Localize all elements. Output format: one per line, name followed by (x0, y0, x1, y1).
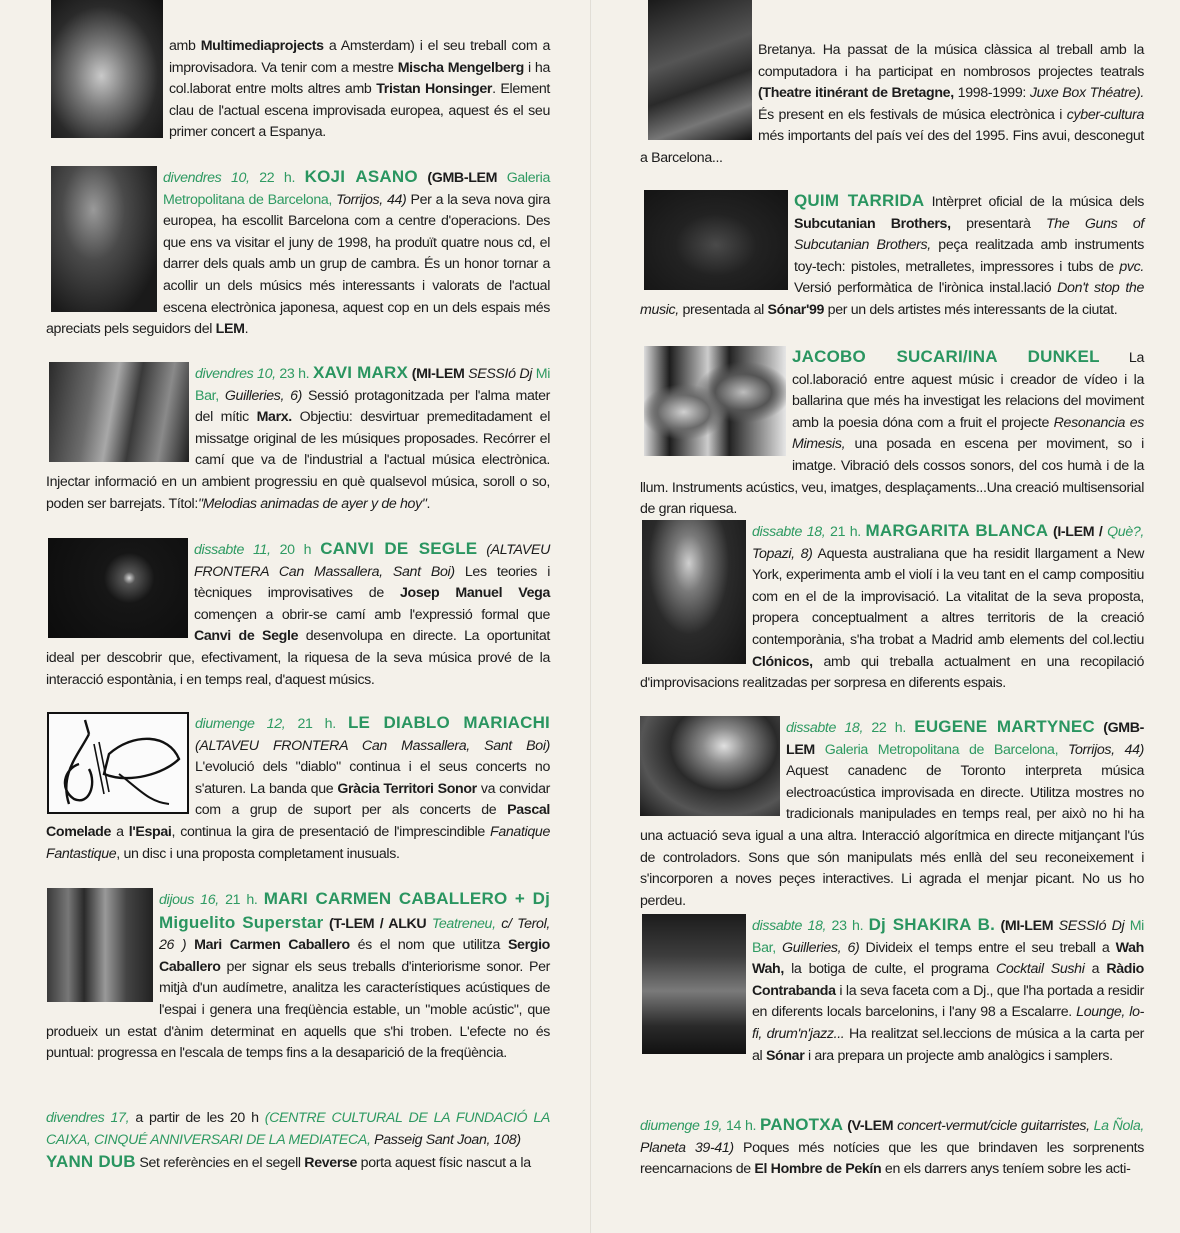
event-mari-carmen-caballero (46, 888, 550, 1065)
jacobo-sucari-ina-dunkel-photo (644, 346, 786, 456)
diablo-mariachi-text: diumenge 12, 21 h. LE DIABLO MARIACHI (ALTAVEU FRONTERA Can Massallera, Sant Boi) L'evolució dels "diablo" continua i el seus concerts no s'aturen. La banda que Gràcia Territori Sonor va convidar com a grup de suport per als concerts de Pascal Comelade a l'Espai, continua la gira de presentació de l'imprescindible Fanatique Fantastique, un disc i una proposta completament inusuals. (46, 713, 551, 862)
yann-dub-continued-text: Bretanya. Ha passat de la música clàssica al treball amb la computadora i ha participat en nombrosos projectes teatrals (Theatre itinérant de Bretagne, 1998-1999: Juxe Box Théatre). És present en els festivals de música electrònica i cyber-cultura més importants del país veí des del 1995. Fins avui, desconegut a Barcelona... (640, 42, 1144, 166)
quim-tarrida-photo (644, 190, 788, 290)
event-title: JACOBO SUCARI/INA DUNKEL (792, 347, 1100, 366)
jacobo-sucari-text: JACOBO SUCARI/INA DUNKEL La col.laboració entre aquest músic i creador de vídeo i la ballarina que més ha investigat les relacions del moviment amb la poesia dóna com a fruit el projecte Resonancia es Mimesis, una posada en escena per moviment, so i imatge. Vibració dels cossos sonors, del cos humà i de la llum. Instruments acústics, veu, imatges, desplaçaments...Una creació multisensorial de gran riquesa. (640, 347, 1144, 518)
intro-text: amb Multimediaprojects a Amsterdam) i el seu treball com a improvisadora. Va tenir com a mestre Mischa Mengelberg i ha col.laborat entre molts altres amb Tristan Honsinger. Element clau de l'actual escena improvisada europea, aquest és el seu primer concert a Espanya. (169, 38, 550, 141)
diablo-mariachi-drawing (47, 712, 189, 814)
yann-dub-continued (640, 0, 1144, 170)
event-koji-asano (46, 166, 550, 341)
canvi-de-segle-text: dissabte 11, 20 h CANVI DE SEGLE (ALTAVEU FRONTERA Can Massallera, Sant Boi) Les teories i tècniques improvisatives de Josep Manuel Vega començen a obrir-se camí amb l'expressió formal que Canvi de Segle desenvolupa en directe. La oportunitat ideal per descobrir que, efectivament, la riquesa de la seva música prové de la interacció espontània, i en temps real, d'aquest músics. (46, 539, 551, 688)
xavi-marx-photo (49, 362, 189, 462)
event-xavi-marx (46, 362, 550, 515)
eugene-martynec-photo (640, 716, 780, 816)
event-canvi-de-segle (46, 538, 550, 691)
event-dj-shakira-b (640, 914, 1144, 1067)
event-title: EUGENE MARTYNEC (914, 717, 1095, 736)
event-title: CANVI DE SEGLE (320, 539, 478, 558)
guitar-sombrero-sketch (49, 714, 187, 812)
event-margarita-blanca (640, 520, 1144, 695)
event-quim-tarrida (640, 190, 1144, 322)
event-title: MARI CARMEN CABALLERO + Dj Miguelito Superstar (159, 889, 550, 932)
yann-dub-text: divendres 17, a partir de les 20 h (CENTRE CULTURAL DE LA FUNDACIÓ LA CAIXA, CINQUÉ ANNIVERSARI DE LA MEDIATECA, Passeig Sant Joan, 108) YANN DUB Set referències en el segell Reverse porta aquest físic nascut a la (46, 1110, 550, 1172)
event-title: LE DIABLO MARIACHI (347, 713, 550, 732)
event-jacobo-sucari (640, 346, 1144, 521)
intro-entry (46, 0, 550, 144)
event-title: KOJI ASANO (304, 167, 418, 186)
dj-shakira-text: dissabte 18, 23 h. Dj SHAKIRA B. (MI-LEM SESSIó Dj Mi Bar, Guilleries, 6) Divideix el temps entre el seu treball a Wah Wah, la botiga de culte, el programa Cocktail Sushi a Ràdio Contrabanda i la seva faceta com a Dj., que l'ha portada a residir en diferents locals barcelonins, i l'any 98 a Escalarre. Lounge, lo-fi, drum'n'jazz... Ha realitzat sel.leccions de música a la carta per al Sónar i ara prepara un projecte amb analògics i samplers. (752, 915, 1144, 1064)
page-fold (590, 0, 592, 1233)
event-yann-dub (46, 1108, 550, 1175)
panotxa-text: diumenge 19, 14 h. PANOTXA (V-LEM concert-vermut/cicle guitarristes, La Ñola, Planeta 39-41) Poques més notícies que les que brindaven les sorprenents reencarnacions de El Hombre de Pekín en els darrers anys teníem sobre les acti- (640, 1115, 1145, 1178)
event-title: XAVI MARX (312, 363, 409, 382)
event-title: YANN DUB (46, 1152, 136, 1172)
performer-photo (51, 0, 163, 138)
event-title: Dj SHAKIRA B. (868, 915, 996, 934)
mari-carmen-text: dijous 16, 21 h. MARI CARMEN CABALLERO + Dj Miguelito Superstar (T-LEM / ALKU Teatreneu, c/ Terol, 26 ) Mari Carmen Caballero és el nom que utilitza Sergio Caballero per signar els seus treballs d'interiorisme sonor. Per mitjà d'un audímetre, analitza les característiques acústiques de l'espai i genera una freqüència estable, un "moble acústic", que produeix un estat d'ànim determinat en aquells que s'hi troben. L'efecte no és puntual: progressa en l'escala de temps fins a la desaparició de la freqüència. (46, 889, 550, 1062)
event-le-diablo-mariachi (46, 712, 550, 865)
event-panotxa (640, 1114, 1144, 1181)
canvi-de-segle-photo (48, 538, 188, 638)
event-title: QUIM TARRIDA (794, 191, 925, 210)
koji-asano-text: divendres 10, 22 h. KOJI ASANO (GMB-LEM Galeria Metropolitana de Barcelona, Torrijos, 44) Per a la seva nova gira europea, ha escollit Barcelona com a centre d'operacions. Des que ens va visitar el juny de 1998, ha produït quatre nous cd, el darrer dels quals amb un grup de cambra. És un honor tornar a acollir un dels músics més interessants i valorats de l'actual escena electrònica japonesa, aquest cop en un dels espais més apreciats pels seguidors del LEM. (46, 167, 551, 338)
margarita-blanca-text: dissabte 18, 21 h. MARGARITA BLANCA (I-LEM / Què?, Topazi, 8) Aquesta australiana que ha residit llargament a New York, experimenta amb el violí i la veu tant en el camp compositiu com en el de la improvisació. La vitalitat de la seva proposta, propera conceptualment a altres territoris de la creació contemporània, s'ha trobat a Madrid amb elements del col.lectiu Clónicos, amb qui treballa actualment en una recopilació d'improvisacions realitzadas per sorpresa en diferents espais. (640, 521, 1145, 692)
eugene-martynec-text: dissabte 18, 22 h. EUGENE MARTYNEC (GMB-LEM Galeria Metropolitana de Barcelona, Torrijos, 44) Aquest canadenc de Toronto interpreta música electroacústica improvisada en directe. Utilitza mostres no tradicionals manipulades en temps real, per això no hi ha una actuació seva igual a una altra. Interacció algorítmica en directe mitjançant l'ús de controladors. Sons que són manipulats més enllà del seu reconeixement i s'incorporen a noves peçes interactives. Li agrada el menjar picant. No us ho perdeu. (640, 717, 1145, 909)
event-title: PANOTXA (760, 1115, 844, 1134)
chairs-photo (47, 888, 153, 1002)
margarita-blanca-photo (642, 520, 746, 664)
yann-dub-photo (648, 0, 752, 140)
event-eugene-martynec (640, 716, 1144, 912)
dj-shakira-photo (642, 914, 746, 1054)
quim-tarrida-text: QUIM TARRIDA Intèrpret oficial de la música dels Subcutanian Brothers, presentarà The Guns of Subcutanian Brothers, peça realitzada amb instruments toy-tech: pistoles, metralletes, impressores i tubs de pvc. Versió performàtica de l'irònica instal.lació Don't stop the music, presentada al Sónar'99 per un dels artistes més interessants de la ciutat. (640, 191, 1144, 318)
event-title: MARGARITA BLANCA (865, 521, 1049, 540)
xavi-marx-text: divendres 10, 23 h. XAVI MARX (MI-LEM SESSIó Dj Mi Bar, Guilleries, 6) Sessió protagonitzada per l'alma mater del mític Marx. Objectiu: desvirtuar premeditadament el missatge original de les músiques proposades. Recórrer el camí que va de l'industrial a l'actual música electrònica. Injectar informació en un ambient progressiu en què qualsevol música, soroll o so, poden ser barrejats. Títol:"Melodias animadas de ayer y de hoy". (46, 363, 551, 512)
koji-asano-photo (51, 166, 157, 312)
